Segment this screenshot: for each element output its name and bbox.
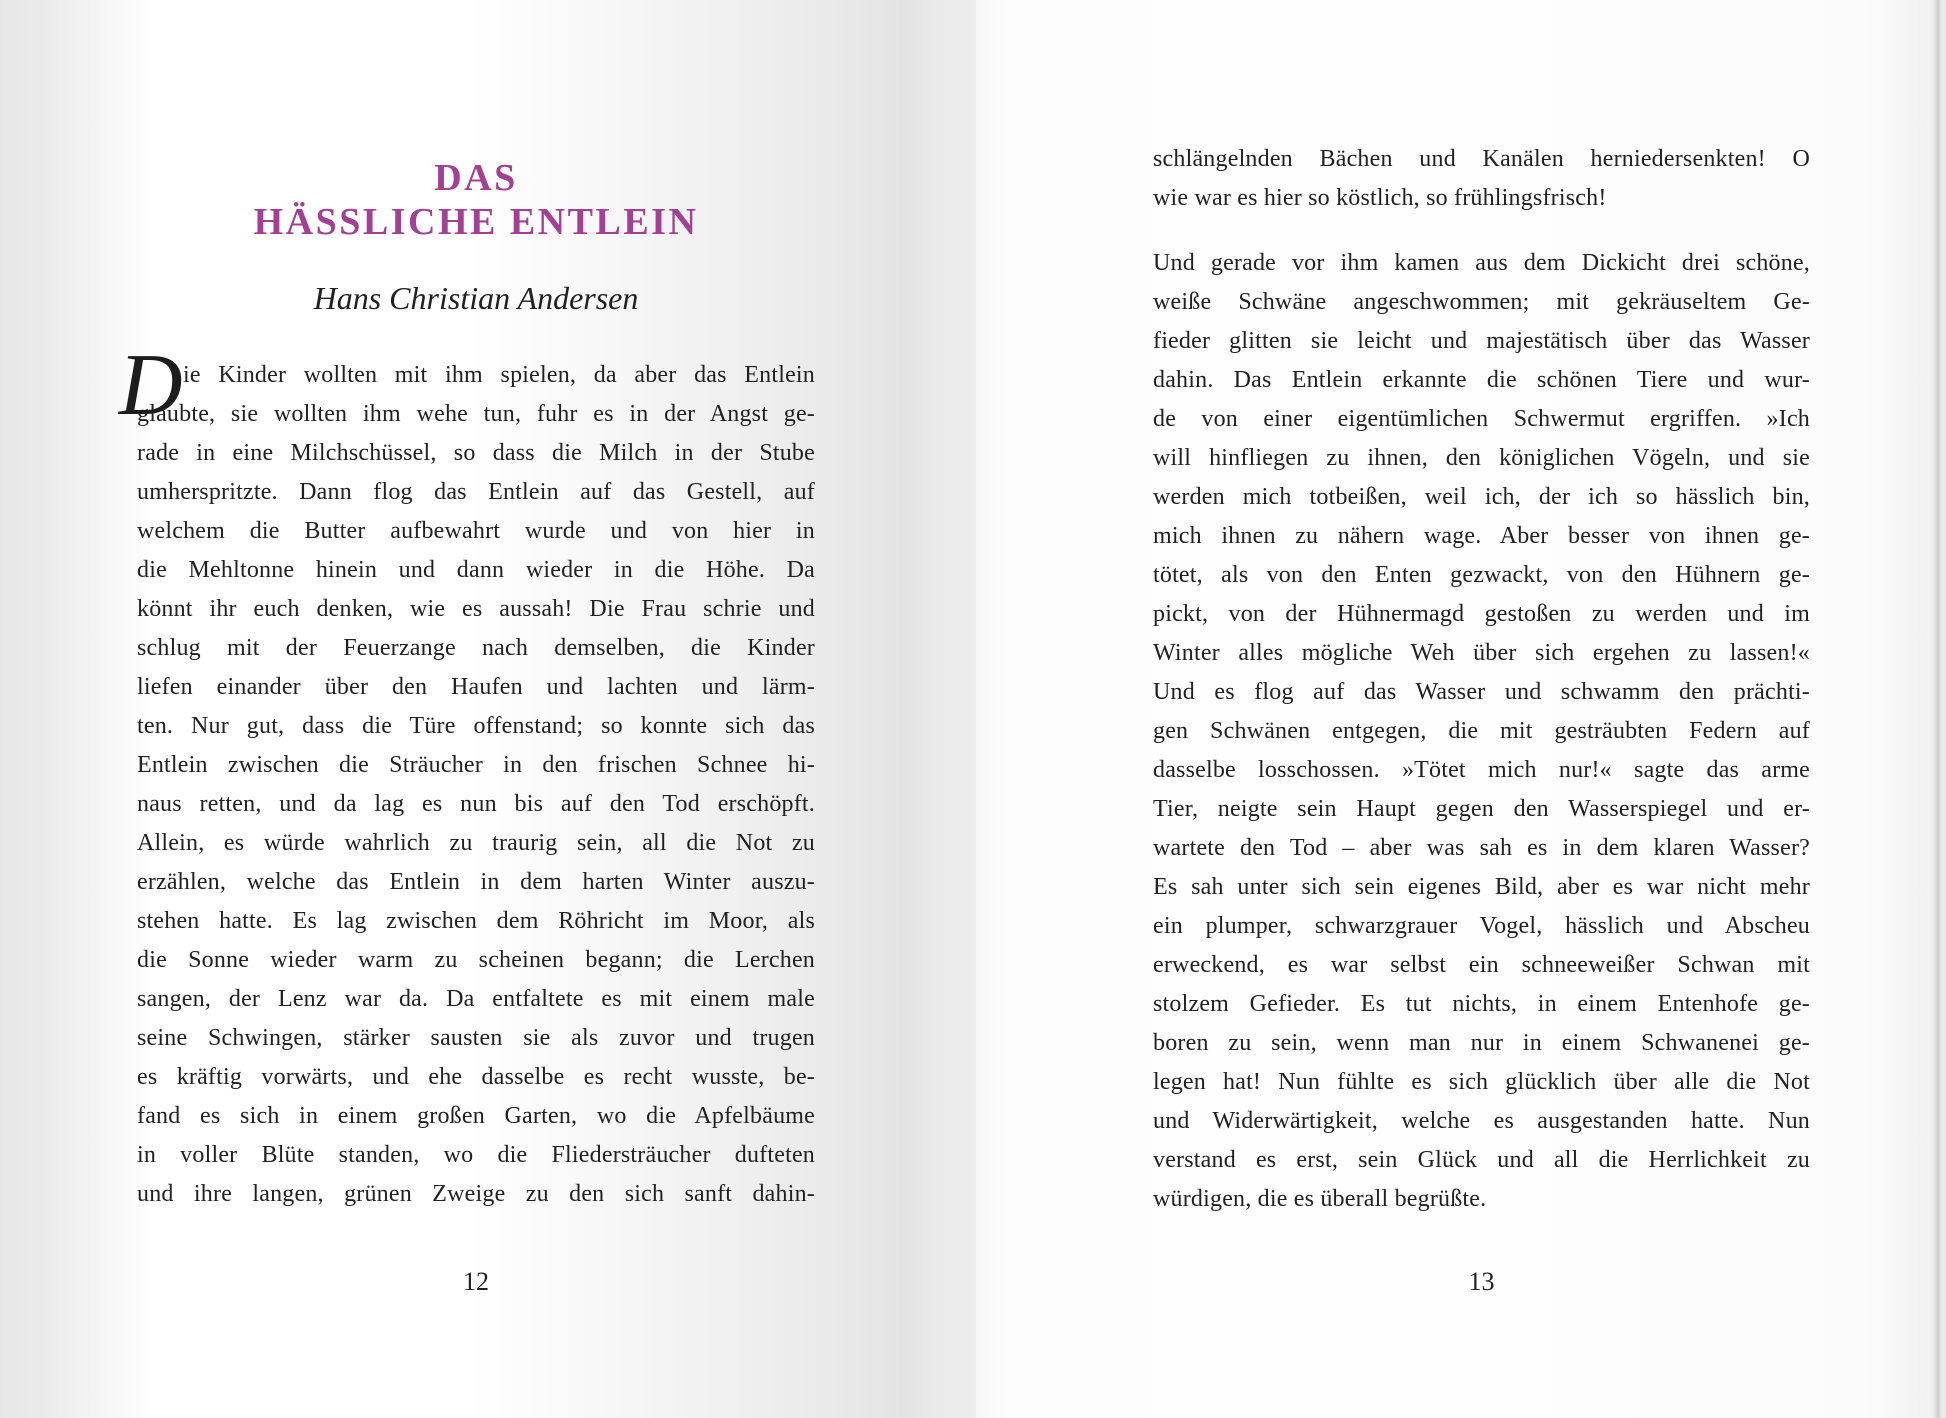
- text-line: könnt ihr euch denken, wie es aussah! Die Frau schrie und: [137, 596, 815, 622]
- text-line: Allein, es würde wahrlich zu traurig sein, all die Not zu: [137, 830, 815, 856]
- text-line: fieder glitten sie leicht und majestätisch über das Wasser: [1153, 328, 1810, 354]
- text-line: umherspritzte. Dann flog das Entlein auf das Gestell, auf: [137, 479, 815, 505]
- left-page: [0, 0, 900, 1418]
- text-line: erzählen, welche das Entlein in dem harten Winter auszu-: [137, 869, 815, 895]
- text-line: tötet, als von den Enten gezwackt, von den Hühnern ge-: [1153, 562, 1810, 588]
- text-line: und ihre langen, grünen Zweige zu den sich sanft dahin-: [137, 1181, 815, 1207]
- text-line: wie war es hier so köstlich, so frühlingsfrisch!: [1153, 185, 1607, 211]
- text-line: würdigen, die es überall begrüßte.: [1153, 1186, 1487, 1212]
- right-page-content: [1153, 0, 1810, 1418]
- text-line: mich ihnen zu nähern wage. Aber besser von ihnen ge-: [1153, 523, 1810, 549]
- text-line: werden mich totbeißen, weil ich, der ich so hässlich bin,: [1153, 484, 1810, 510]
- left-page-number: 12: [463, 1267, 489, 1296]
- title-line-1: DAS: [434, 157, 518, 199]
- text-line: ie Kinder wollten mit ihm spielen, da aber das Entlein: [183, 362, 815, 388]
- drop-cap: D: [119, 337, 183, 434]
- text-line: will hinfliegen zu ihnen, den königlichen Vögeln, und sie: [1153, 445, 1810, 471]
- text-line: gen Schwänen entgegen, die mit gesträubten Federn auf: [1153, 718, 1810, 744]
- text-line: Und gerade vor ihm kamen aus dem Dickicht drei schöne,: [1153, 250, 1810, 276]
- text-line: naus retten, und da lag es nun bis auf den Tod erschöpft.: [137, 791, 815, 817]
- text-line: seine Schwingen, stärker sausten sie als zuvor und trugen: [137, 1025, 815, 1051]
- text-line: Tier, neigte sein Haupt gegen den Wasserspiegel und er-: [1153, 796, 1810, 822]
- text-line: wartete den Tod – aber was sah es in dem klaren Wasser?: [1153, 835, 1810, 861]
- text-line: erweckend, es war selbst ein schneeweißer Schwan mit: [1153, 952, 1810, 978]
- text-line: schlug mit der Feuerzange nach demselben, die Kinder: [137, 635, 815, 661]
- text-line: Winter alles mögliche Weh über sich ergehen zu lassen!«: [1153, 640, 1810, 666]
- text-line: boren zu sein, wenn man nur in einem Schwanenei ge-: [1153, 1030, 1810, 1056]
- right-paragraph-1: [1153, 140, 1810, 218]
- text-line: schlängelnden Bächen und Kanälen herniedersenkten! O: [1153, 146, 1810, 172]
- text-line: dahin. Das Entlein erkannte die schönen Tiere und wur-: [1153, 367, 1810, 393]
- text-line: glaubte, sie wollten ihm wehe tun, fuhr es in der Angst ge-: [137, 401, 815, 427]
- text-line: de von einer eigentümlichen Schwermut ergriffen. »Ich: [1153, 406, 1810, 432]
- right-paragraph-2: [1153, 244, 1810, 1219]
- text-line: Es sah unter sich sein eigenes Bild, aber es war nicht mehr: [1153, 874, 1810, 900]
- title-line-2: HÄSSLICHE ENTLEIN: [253, 201, 699, 243]
- text-line: ein plumper, schwarzgrauer Vogel, hässlich und Abscheu: [1153, 913, 1810, 939]
- text-line: fand es sich in einem großen Garten, wo die Apfelbäume: [137, 1103, 815, 1129]
- text-line: weiße Schwäne angeschwommen; mit gekräuseltem Ge-: [1153, 289, 1810, 315]
- page-gutter-shadow: [900, 0, 976, 1418]
- text-line: die Sonne wieder warm zu scheinen begann; die Lerchen: [137, 947, 815, 973]
- text-line: in voller Blüte standen, wo die Fliedersträucher dufteten: [137, 1142, 815, 1168]
- text-line: dasselbe losschossen. »Tötet mich nur!« sagte das arme: [1153, 757, 1810, 783]
- text-line: und Widerwärtigkeit, welche es ausgestanden hatte. Nun: [1153, 1108, 1810, 1134]
- left-paragraph: [137, 356, 815, 1214]
- text-line: liefen einander über den Haufen und lachten und lärm-: [137, 674, 815, 700]
- story-title: [137, 156, 815, 244]
- text-line: pickt, von der Hühnermagd gestoßen zu werden und im: [1153, 601, 1810, 627]
- text-line: stolzem Gefieder. Es tut nichts, in einem Entenhofe ge-: [1153, 991, 1810, 1017]
- left-page-text: [119, 337, 815, 1214]
- text-line: ten. Nur gut, dass die Türe offenstand; so konnte sich das: [137, 713, 815, 739]
- text-line: welchem die Butter aufbewahrt wurde und von hier in: [137, 518, 815, 544]
- text-line: sangen, der Lenz war da. Da entfaltete es mit einem male: [137, 986, 815, 1012]
- text-line: stehen hatte. Es lag zwischen dem Röhricht im Moor, als: [137, 908, 815, 934]
- text-line: Entlein zwischen die Sträucher in den frischen Schnee hi-: [137, 752, 815, 778]
- text-line: legen hat! Nun fühlte es sich glücklich über alle die Not: [1153, 1069, 1810, 1095]
- author-name: Hans Christian Andersen: [313, 280, 639, 316]
- text-line: Und es flog auf das Wasser und schwamm den prächti-: [1153, 679, 1810, 705]
- left-page-content: [119, 0, 815, 1418]
- text-line: verstand es erst, sein Glück und all die Herrlichkeit zu: [1153, 1147, 1810, 1173]
- text-line: rade in eine Milchschüssel, so dass die Milch in der Stube: [137, 440, 815, 466]
- text-line: die Mehltonne hinein und dann wieder in die Höhe. Da: [137, 557, 815, 583]
- right-page-number: 13: [1468, 1267, 1495, 1296]
- text-line: es kräftig vorwärts, und ehe dasselbe es recht wusste, be-: [137, 1064, 815, 1090]
- right-page: [976, 0, 1946, 1418]
